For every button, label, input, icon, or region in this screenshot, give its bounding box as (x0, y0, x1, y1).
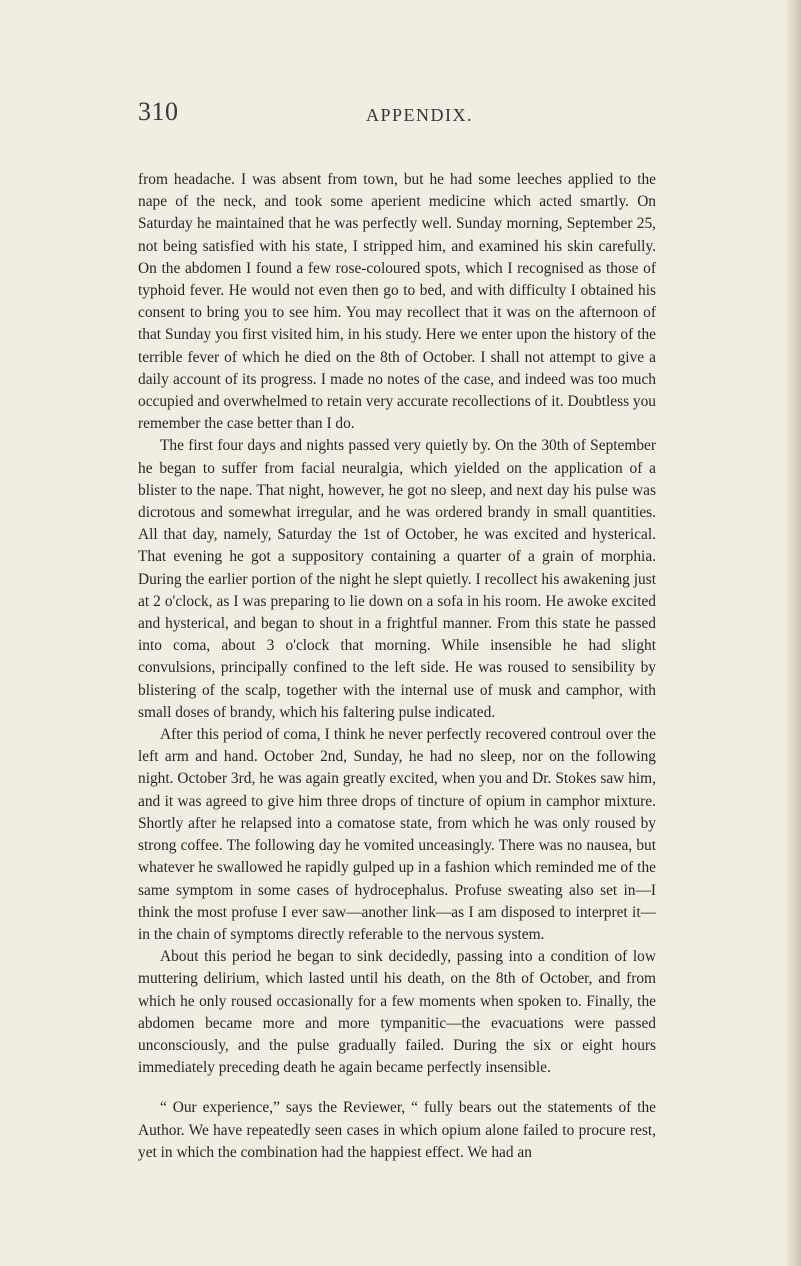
paragraph-3: After this period of coma, I think he never perfectly recovered controul over the left arm and hand. October 2nd, Sunday, he had no sleep, nor on the following night. October 3rd, he was again greatly excited, when you and Dr. Stokes saw him, and it was agreed to give him three drops of tincture of opium in camphor mixture. Shortly after he relapsed into a comatose state, from which he was only roused by strong coffee. The following day he vomited unceasingly. There was no nausea, but whatever he swallowed he rapidly gulped up in a fashion which reminded me of the same symptom in some cases of hydrocephalus. Profuse sweating also set in—I think the most profuse I ever saw—another link—as I am disposed to interpret it—in the chain of symptoms directly referable to the nervous system. (138, 726, 656, 943)
paragraph-1: from headache. I was absent from town, but he had some leeches applied to the nape of the neck, and took some aperient medicine which acted smartly. On Saturday he maintained that he was perfectly well. Sunday morning, September 25, not being satisfied with his state, I stripped him, and examined his skin carefully. On the abdomen I found a few rose-coloured spots, which I recognised as those of typhoid fever. He would not even then go to bed, and with difficulty I obtained his consent to bring you to see him. You may recollect that it was on the afternoon of that Sunday you first visited him, in his study. Here we enter upon the history of the terrible fever of which he died on the 8th of October. I shall not attempt to give a daily account of its progress. I made no notes of the case, and indeed was too much occupied and overwhelmed to retain very accurate recollections of it. Doubtless you remember the case better than I do. (138, 171, 656, 433)
paragraph-2: The first four days and nights passed very quietly by. On the 30th of September he began to suffer from facial neuralgia, which yielded on the application of a blister to the nape. That night, however, he got no sleep, and next day his pulse was dicrotous and somewhat irregular, and he was ordered brandy in small quantities. All that day, namely, Saturday the 1st of October, he was excited and hysterical. That evening he got a suppository containing a quarter of a grain of morphia. During the earlier portion of the night he slept quietly. I recollect his awakening just at 2 o'clock, as I was preparing to lie down on a sofa in his room. He awoke excited and hysterical, and began to shout in a frightful manner. From this state he passed into coma, about 3 o'clock that morning. While insensible he had slight convulsions, principally confined to the left side. He was roused to sensibility by blistering of the scalp, together with the internal use of musk and camphor, with small doses of brandy, which his faltering pulse indicated. (138, 437, 656, 721)
body-text (138, 169, 656, 1164)
page-number: 310 (138, 97, 179, 126)
paragraph-5-quote: “ Our experience,” says the Reviewer, “ fully bears out the statements of the Author. We have repeatedly seen cases in which opium alone failed to procure rest, yet in which the combination had the happiest effect. We had an (138, 1099, 656, 1161)
page-header (138, 97, 658, 137)
page-edge-shadow (787, 0, 801, 1266)
paragraph-4: About this period he began to sink decidedly, passing into a condition of low muttering delirium, which lasted until his death, on the 8th of October, and from which he only roused occasionally for a few moments when spoken to. Finally, the abdomen became more and more tympanitic—the evacuations were passed unconsciously, and the pulse gradually failed. During the six or eight hours immediately preceding death he again became perfectly insensible. (138, 948, 656, 1077)
running-head: APPENDIX. (366, 105, 474, 125)
